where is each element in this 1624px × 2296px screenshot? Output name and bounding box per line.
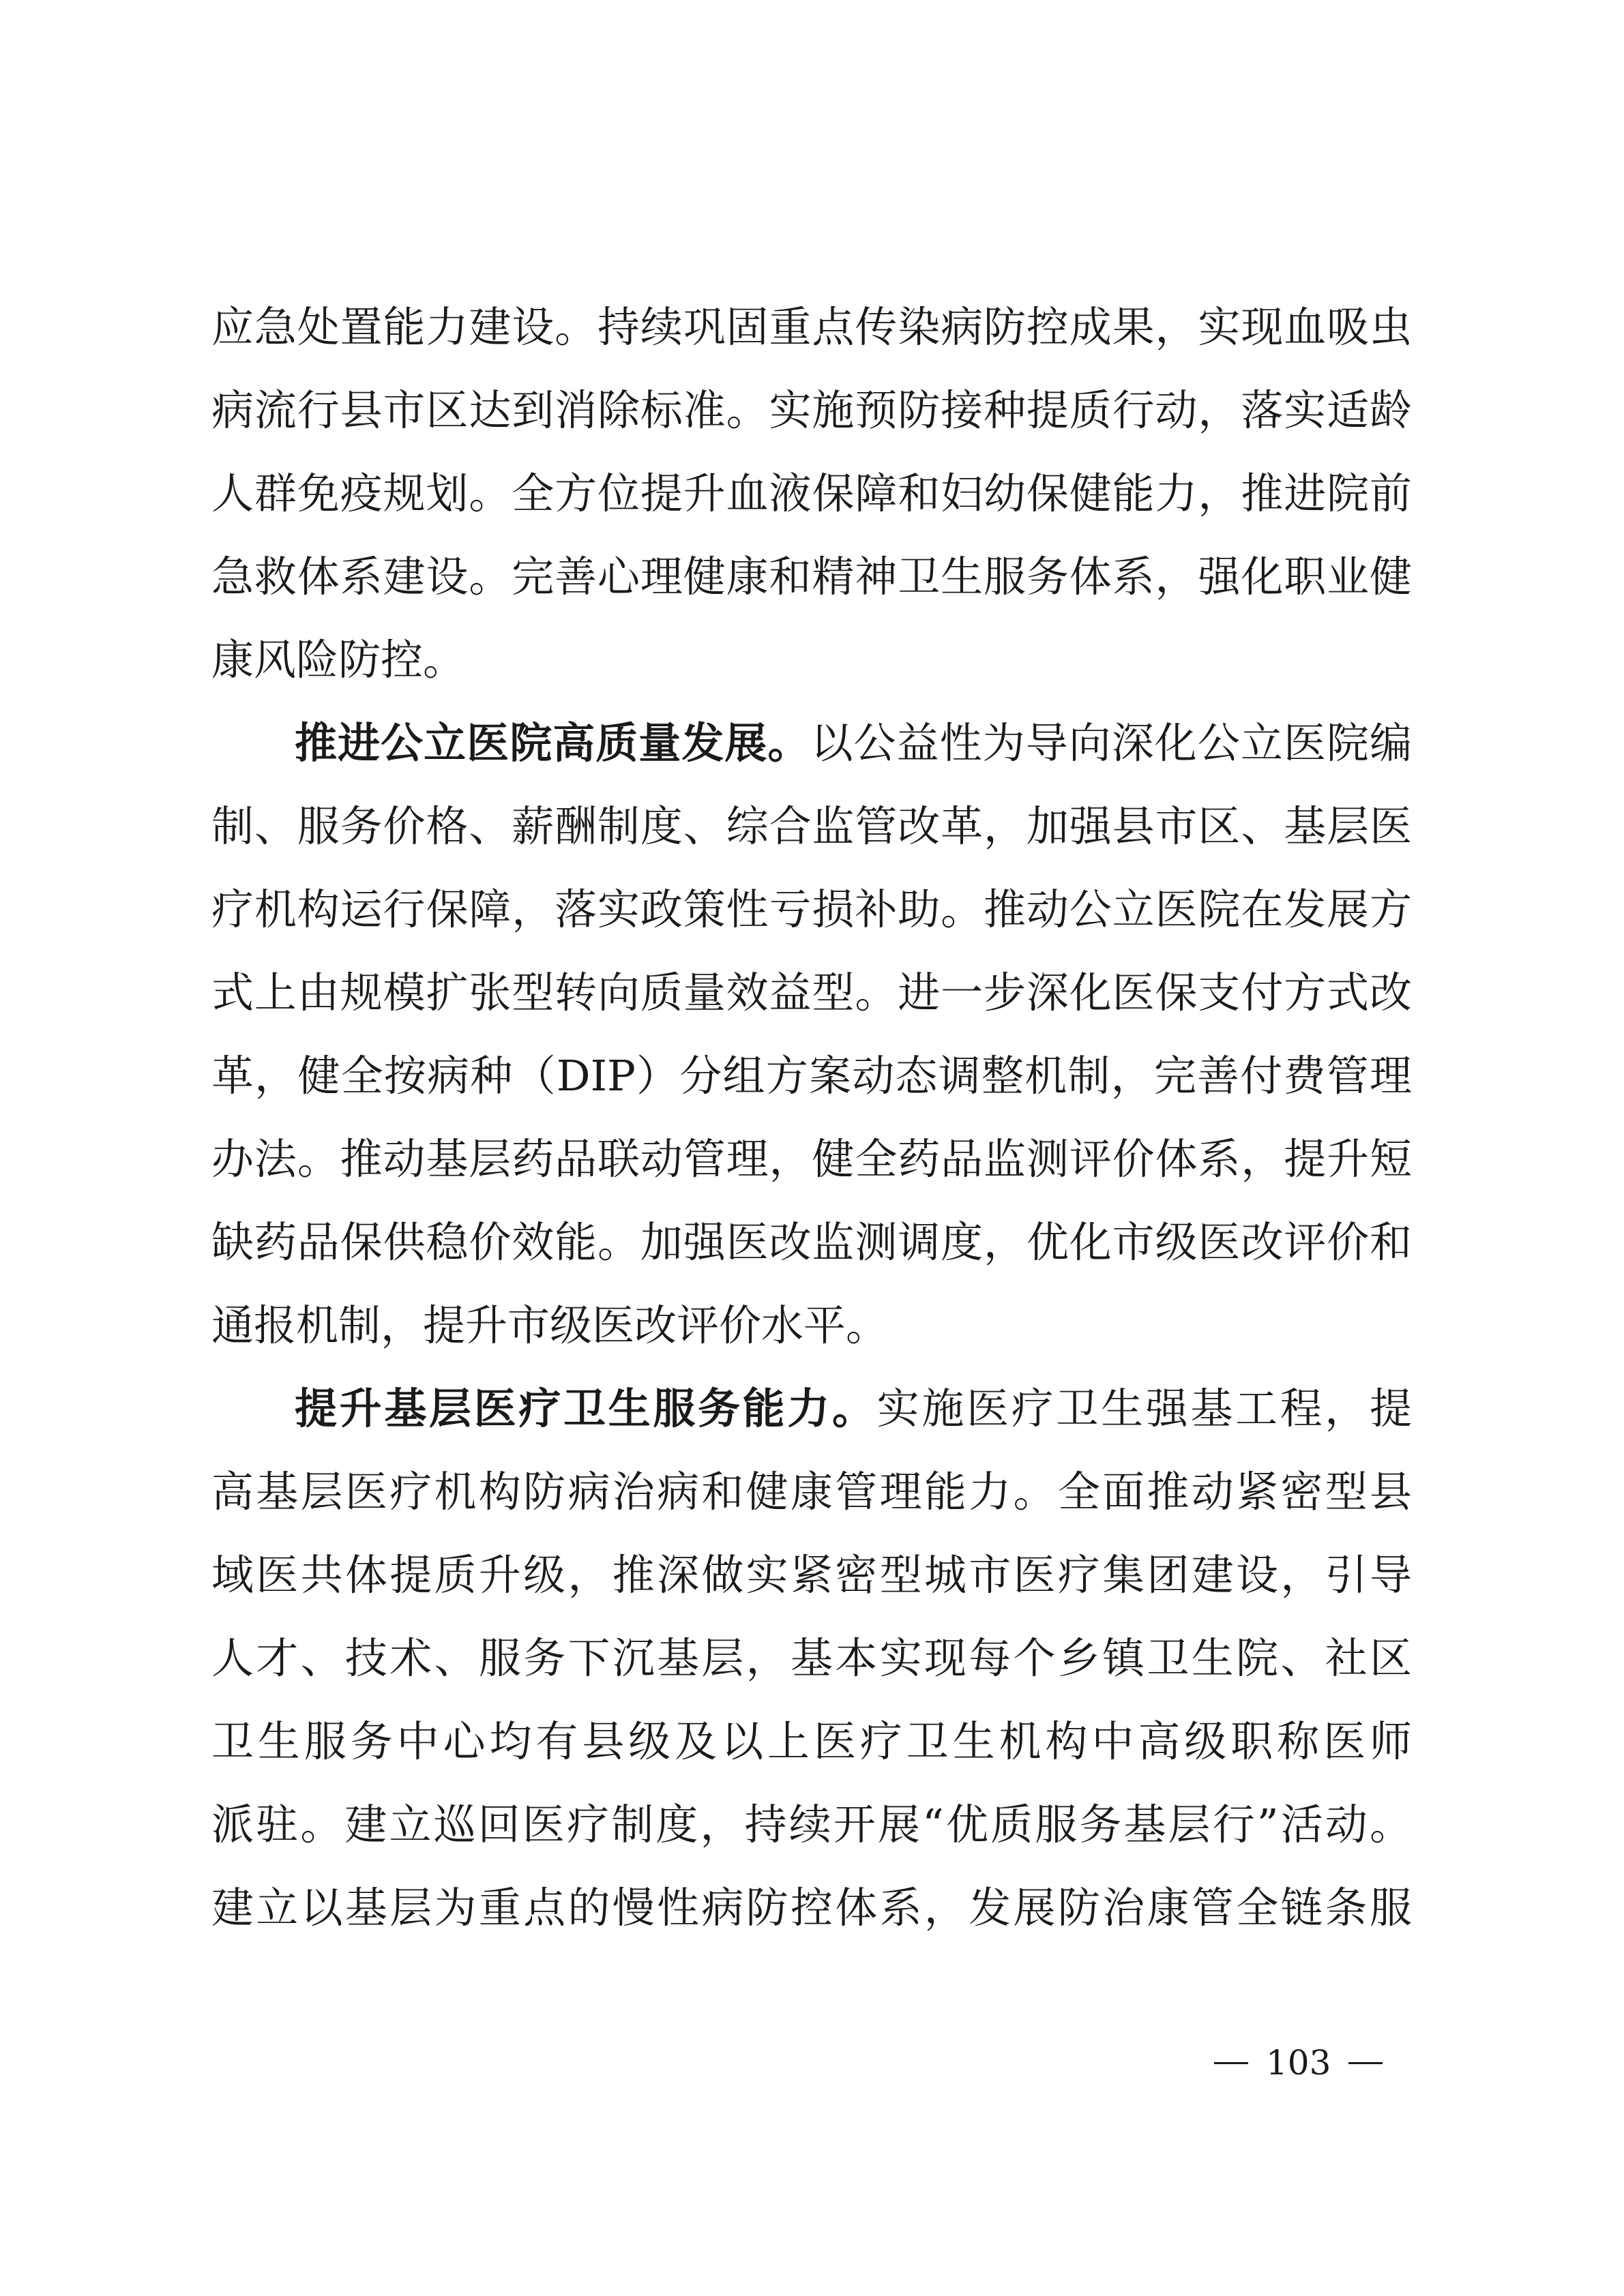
paragraph-heading: 提升基层医疗卫生服务能力。 [295,1384,877,1433]
page-footer [1214,2032,1391,2093]
text-line: 通报机制，提升市级医改评价水平。 [211,1300,889,1350]
text-line: 高基层医疗机构防病治病和健康管理能力。全面推动紧密型县 [211,1467,1412,1517]
dash-decoration [1348,2062,1383,2064]
text-line: 域医共体提质升级，推深做实紧密型城市医疗集团建设，引导 [211,1550,1412,1600]
text-span: 实施医疗卫生强基工程，提 [876,1384,1412,1433]
page-number: 103 [1266,2043,1331,2083]
text-line: 制、服务价格、薪酬制度、综合监管改革，加强县市区、基层医 [211,801,1412,851]
text-line: 人才、技术、服务下沉基层，基本实现每个乡镇卫生院、社区 [211,1633,1412,1683]
text-line: 应急处置能力建设。持续巩固重点传染病防控成果，实现血吸虫 [211,302,1412,352]
text-line: 派驻。建立巡回医疗制度，持续开展“优质服务基层行”活动。 [211,1800,1412,1849]
text-line: 卫生服务中心均有县级及以上医疗卫生机构中高级职称医师 [211,1716,1412,1766]
text-line: 康风险防控。 [211,635,466,685]
text-line: 革，健全按病种（DIP）分组方案动态调整机制，完善付费管理 [211,1051,1412,1101]
text-line: 缺药品保供稳价效能。加强医改监测调度，优化市级医改评价和 [211,1217,1412,1267]
text-line: 办法。推动基层药品联动管理，健全药品监测评价体系，提升短 [211,1134,1412,1184]
paragraph-first-line [295,702,1412,784]
text-span: 以公益性为导向深化公立医院编 [810,718,1412,768]
text-line: 人群免疫规划。全方位提升血液保障和妇幼保健能力，推进院前 [211,468,1412,518]
dash-decoration [1214,2062,1248,2064]
paragraph-first-line [295,1368,1412,1450]
text-line: 疗机构运行保障，落实政策性亏损补助。推动公立医院在发展方 [211,884,1412,934]
text-line: 急救体系建设。完善心理健康和精神卫生服务体系，强化职业健 [211,552,1412,601]
text-line: 病流行县市区达到消除标准。实施预防接种提质行动，落实适龄 [211,385,1412,435]
paragraph-heading: 推进公立医院高质量发展。 [295,718,811,768]
text-line: 建立以基层为重点的慢性病防控体系，发展防治康管全链条服 [211,1883,1412,1933]
text-line: 式上由规模扩张型转向质量效益型。进一步深化医保支付方式改 [211,968,1412,1017]
